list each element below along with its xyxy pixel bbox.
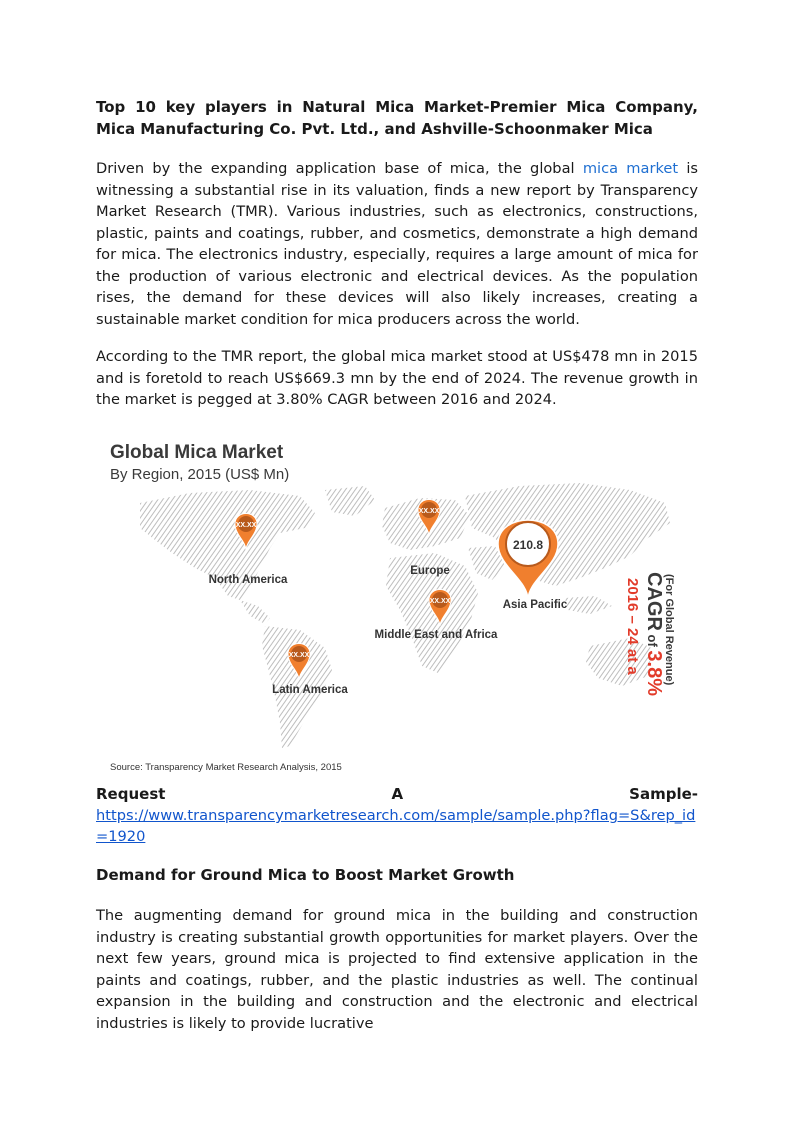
cagr-label: CAGR	[643, 572, 665, 631]
middle-east-africa-value: XX.XX	[429, 598, 451, 605]
article-title: Top 10 key players in Natural Mica Market-Premier Mica Company, Mica Manufacturing Co. Pvt. Ltd., and Ashville-Schoonmaker Mica	[96, 98, 698, 138]
section-heading: Demand for Ground Mica to Boost Market Growth	[96, 866, 515, 884]
cagr-of: of	[645, 630, 660, 651]
greenland-shape	[325, 486, 375, 516]
asia-pacific-pin	[498, 520, 558, 600]
asia-pacific-value: 210.8	[512, 538, 544, 552]
cagr-period: 2016 – 24 at a	[624, 578, 641, 675]
a-word: A	[391, 785, 404, 803]
cagr-note: (For Global Revenue)	[663, 574, 675, 686]
europe-label: Europe	[410, 565, 450, 577]
north-america-label: North America	[208, 574, 288, 586]
intro-paragraph	[96, 158, 698, 330]
figure-title: Global Mica Market	[110, 442, 284, 463]
mica-market-link[interactable]: mica market	[582, 160, 679, 177]
australia-shape	[586, 638, 652, 686]
intro-text-after: is witnessing a substantial rise in its valuation, finds a new report by Transparency Market Research (TMR). Various industries, such as electronics, constructions, plastic, paints and coatings, rubber, and cosmetics, demonstrate a high demand for mica. The electronics industry, especially, requires a large amount of mica for the production of various electronic and electrical devices. As the population rises, the demand for these devices will also likely increases, creating a sustainable market condition for mica producers across the world.	[96, 160, 698, 328]
middle-east-africa-label: Middle East and Africa	[374, 629, 498, 641]
europe-value: XX.XX	[418, 508, 440, 515]
ground-mica-paragraph: The augmenting demand for ground mica in the building and construction industry is creating substantial growth opportunities for market players. Over the next few years, ground mica is projected to find extensive application in the paints and coatings, rubber, and the plastic industries as well. The continual expansion in the building and construction and the electronic and electrical industries is likely to provide lucrative	[96, 907, 698, 1032]
sample-word: Sample-	[629, 785, 698, 803]
world-map	[140, 483, 670, 748]
region-map-chart	[100, 428, 700, 778]
north-america-value: XX.XX	[235, 522, 257, 529]
cagr-line2	[643, 572, 665, 696]
request-sample-row	[96, 784, 698, 805]
request-word: Request	[96, 785, 166, 803]
global-mica-market-figure	[100, 428, 700, 778]
cagr-value: 3.8%	[643, 650, 665, 696]
intro-text-before: Driven by the expanding application base of mica, the global	[96, 160, 583, 177]
central-america-shape	[240, 600, 270, 624]
latin-america-label: Latin America	[272, 684, 348, 696]
figure-subtitle: By Region, 2015 (US$ Mn)	[110, 466, 290, 483]
market-size-paragraph: According to the TMR report, the global mica market stood at US$478 mn in 2015 and is foretold to reach US$669.3 mn by the end of 2024. The revenue growth in the market is pegged at 3.80% CAGR between 2016 and 2024.	[96, 348, 698, 408]
figure-source: Source: Transparency Market Research Analysis, 2015	[110, 762, 342, 773]
latin-america-value: XX.XX	[288, 652, 310, 659]
cagr-line1	[624, 578, 641, 675]
southeast-asia-shape	[565, 596, 612, 614]
asia-pacific-label: Asia Pacific	[502, 599, 568, 611]
sample-request-link[interactable]: https://www.transparencymarketresearch.com/sample/sample.php?flag=S&rep_id=1920	[96, 807, 696, 845]
